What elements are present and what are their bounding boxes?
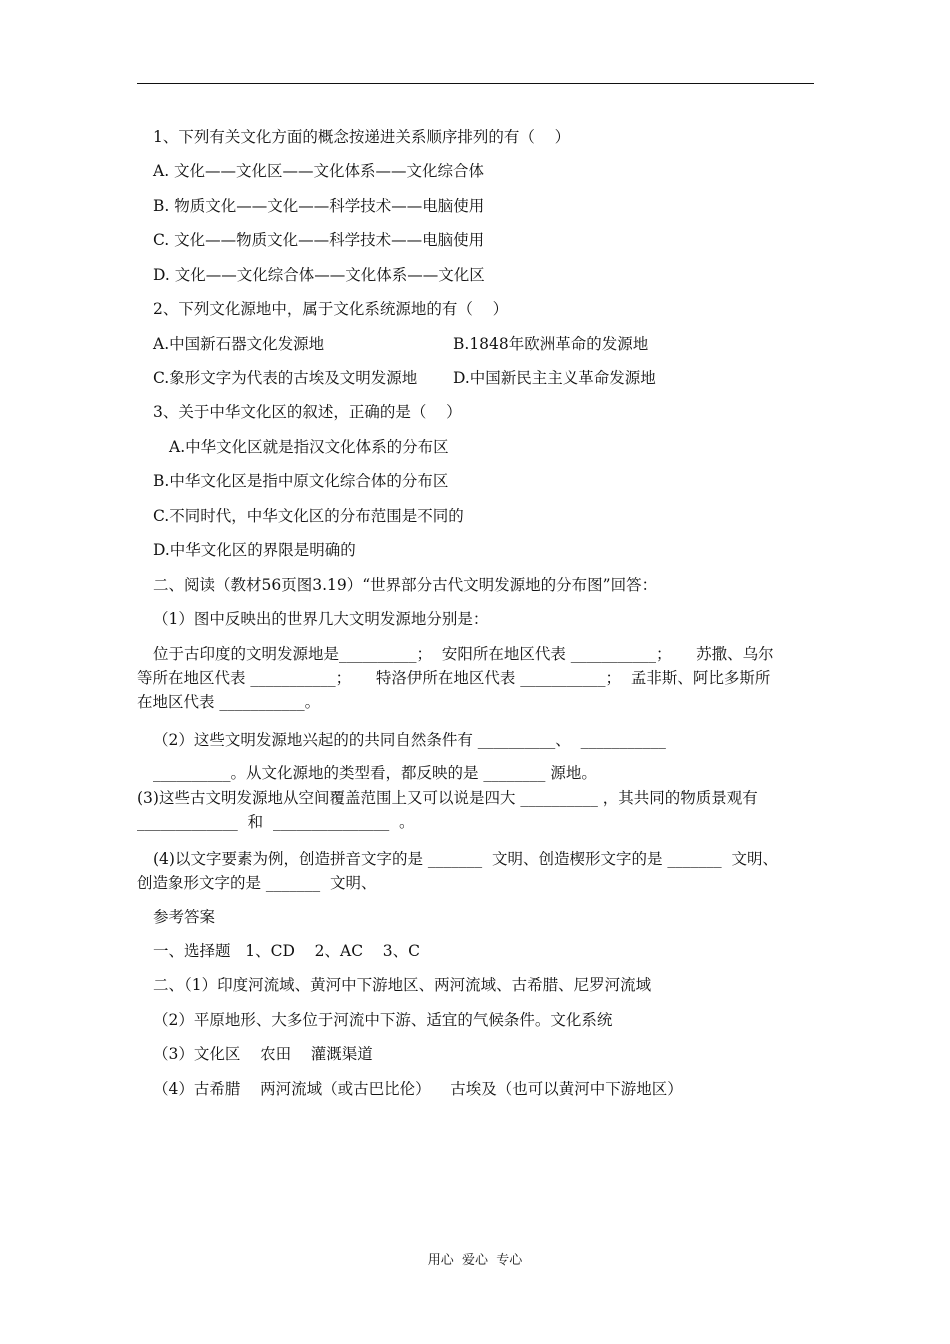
- answers-line4: （3）文化区 农田 灌溉渠道: [153, 1045, 373, 1063]
- part2-sub1-title: （1）图中反映出的世界几大文明发源地分别是：: [153, 610, 489, 628]
- answers-line1: 一、选择题 1、CD 2、AC 3、C: [153, 942, 420, 960]
- part2-sub1-line1: 位于古印度的文明发源地是__________； 安阳所在地区代表 ___________； 苏撒、乌尔: [153, 645, 774, 663]
- part2-sub1-line3: 在地区代表 ___________。: [137, 693, 321, 711]
- q1-option-b: B. 物质文化——文化——科学技术——电脑使用: [153, 197, 485, 215]
- page-footer: 用心 爱心 专心: [427, 1253, 523, 1268]
- q2-stem: 2、下列文化源地中，属于文化系统源地的有（ ）: [153, 300, 509, 318]
- part2-sub4-line2: 创造象形文字的是 _______ 文明、: [137, 874, 377, 892]
- answers-title: 参考答案: [153, 908, 216, 926]
- part2-title: 二、阅读（教材56页图3.19）“世界部分古代文明发源地的分布图”回答：: [153, 576, 658, 594]
- q2-option-a: A.中国新石器文化发源地: [153, 335, 325, 353]
- part2-sub2-line1: （2）这些文明发源地兴起的的共同自然条件有 __________、 ___________: [153, 731, 666, 749]
- q1-stem: 1、下列有关文化方面的概念按递进关系顺序排列的有（ ）: [153, 128, 571, 146]
- q2-option-b: B.1848年欧洲革命的发源地: [453, 335, 649, 353]
- q3-option-c: C.不同时代，中华文化区的分布范围是不同的: [153, 507, 464, 525]
- answers-line2: 二、（1）印度河流域、黄河中下游地区、两河流域、古希腊、尼罗河流域: [153, 976, 652, 994]
- q1-option-c: C. 文化——物质文化——科学技术——电脑使用: [153, 231, 485, 249]
- q2-option-c: C.象形文字为代表的古埃及文明发源地: [153, 369, 418, 387]
- answers-line5: （4）古希腊 两河流域（或古巴比伦） 古埃及（也可以黄河中下游地区）: [153, 1080, 683, 1098]
- q3-stem: 3、关于中华文化区的叙述，正确的是（ ）: [153, 403, 462, 421]
- q3-option-d: D.中华文化区的界限是明确的: [153, 541, 356, 559]
- q2-option-d: D.中国新民主主义革命发源地: [453, 369, 656, 387]
- header-rule: [137, 83, 814, 84]
- part2-sub1-line2: 等所在地区代表 ___________； 特洛伊所在地区代表 ___________； 孟非斯、阿比多斯所: [137, 669, 771, 687]
- q1-option-d: D. 文化——文化综合体——文化体系——文化区: [153, 266, 485, 284]
- q3-option-a: A.中华文化区就是指汉文化体系的分布区: [169, 438, 449, 456]
- q1-option-a: A. 文化——文化区——文化体系——文化综合体: [153, 162, 485, 180]
- q3-option-b: B.中华文化区是指中原文化综合体的分布区: [153, 472, 449, 490]
- part2-sub3-line2: _____________ 和 _______________ 。: [137, 813, 415, 831]
- part2-sub4-line1: (4)以文字要素为例，创造拼音文字的是 _______ 文明、创造楔形文字的是 _______ 文明、: [153, 850, 779, 868]
- part2-sub3-line1: (3)这些古文明发源地从空间覆盖范围上又可以说是四大 __________ ，其共同的物质景观有: [137, 789, 758, 807]
- answers-line3: （2）平原地形、大多位于河流中下游、适宜的气候条件。文化系统: [153, 1011, 613, 1029]
- part2-sub2-line2: __________。从文化源地的类型看，都反映的是 ________ 源地。: [153, 764, 597, 782]
